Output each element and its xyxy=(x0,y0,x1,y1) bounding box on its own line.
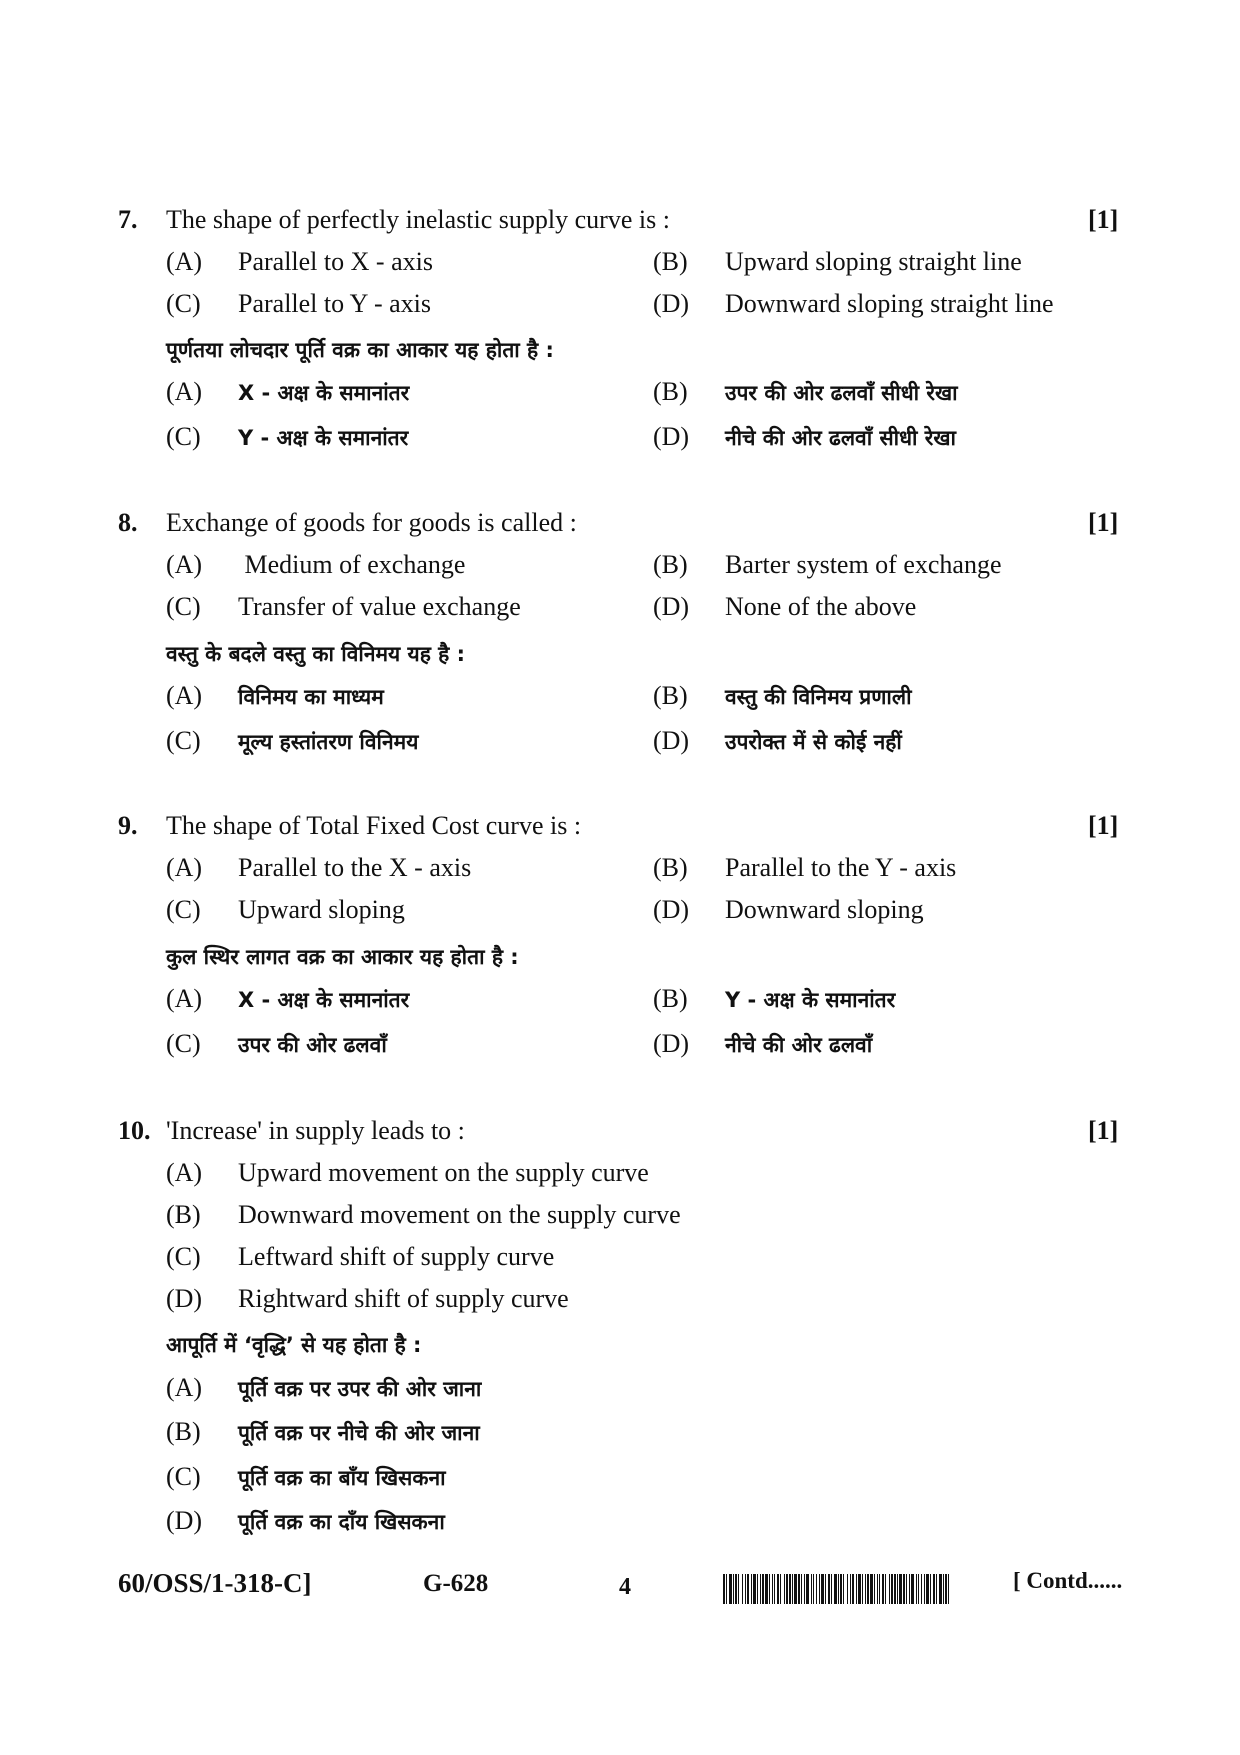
continued-label: [ Contd...... xyxy=(1013,1568,1123,1593)
question-stem: Exchange of goods for goods is called : xyxy=(166,508,577,537)
option-hi-d: (D) पूर्ति वक्र का दाँय खिसकना xyxy=(166,1506,445,1535)
paper-number: G-628 xyxy=(423,1570,489,1597)
option-hi-a: (A) पूर्ति वक्र पर उपर की ओर जाना xyxy=(166,1373,482,1402)
question-stem-hindi: पूर्णतया लोचदार पूर्ति वक्र का आकार यह होता है : xyxy=(166,338,554,362)
option-hi-c: (C) मूल्य हस्तांतरण विनिमय xyxy=(166,726,419,755)
option-en-b: (B) Upward sloping straight line xyxy=(653,247,1022,276)
question-number: 7. xyxy=(118,205,138,234)
option-en-c: (C) Leftward shift of supply curve xyxy=(166,1242,555,1271)
paper-code: 60/OSS/1-318-C] xyxy=(118,1568,312,1598)
option-hi-a: (A) X - अक्ष के समानांतर xyxy=(166,984,410,1013)
question-number: 10. xyxy=(118,1116,151,1145)
option-en-d: (D) None of the above xyxy=(653,592,917,621)
option-en-a: (A) Medium of exchange xyxy=(166,550,466,579)
option-en-a: (A) Parallel to the X - axis xyxy=(166,853,472,882)
question-marks: [1] xyxy=(1088,811,1119,840)
question-number: 8. xyxy=(118,508,138,537)
question-marks: [1] xyxy=(1088,205,1119,234)
option-hi-c: (C) Y - अक्ष के समानांतर xyxy=(166,422,409,451)
page-number: 4 xyxy=(619,1574,631,1600)
option-en-c: (C) Upward sloping xyxy=(166,895,405,924)
option-hi-d: (D) नीचे की ओर ढलवाँ xyxy=(653,1029,873,1058)
option-en-c: (C) Parallel to Y - axis xyxy=(166,289,432,318)
option-hi-b: (B) Y - अक्ष के समानांतर xyxy=(653,984,896,1013)
option-en-d: (D) Downward sloping straight line xyxy=(653,289,1054,318)
question-stem: The shape of Total Fixed Cost curve is : xyxy=(166,811,582,840)
option-en-c: (C) Transfer of value exchange xyxy=(166,592,521,621)
question-marks: [1] xyxy=(1088,508,1119,537)
option-en-a: (A) Upward movement on the supply curve xyxy=(166,1158,649,1187)
option-hi-c: (C) उपर की ओर ढलवाँ xyxy=(166,1029,387,1058)
question-stem: The shape of perfectly inelastic supply curve is : xyxy=(166,205,670,234)
question-stem-hindi: वस्तु के बदले वस्तु का विनिमय यह है : xyxy=(166,642,466,666)
question-stem: 'Increase' in supply leads to : xyxy=(166,1116,465,1145)
option-en-b: (B) Parallel to the Y - axis xyxy=(653,853,957,882)
option-hi-d: (D) उपरोक्त में से कोई नहीं xyxy=(653,726,902,755)
option-hi-d: (D) नीचे की ओर ढलवाँ सीधी रेखा xyxy=(653,422,956,451)
question-number: 9. xyxy=(118,811,138,840)
option-hi-a: (A) X - अक्ष के समानांतर xyxy=(166,377,410,406)
question-marks: [1] xyxy=(1088,1116,1119,1145)
option-hi-b: (B) वस्तु की विनिमय प्रणाली xyxy=(653,681,912,710)
option-hi-c: (C) पूर्ति वक्र का बाँय खिसकना xyxy=(166,1462,446,1491)
barcode-icon xyxy=(723,1574,949,1604)
option-en-d: (D) Rightward shift of supply curve xyxy=(166,1284,569,1313)
option-hi-b: (B) पूर्ति वक्र पर नीचे की ओर जाना xyxy=(166,1417,480,1446)
question-stem-hindi: कुल स्थिर लागत वक्र का आकार यह होता है : xyxy=(166,945,519,969)
option-en-a: (A) Parallel to X - axis xyxy=(166,247,433,276)
option-hi-a: (A) विनिमय का माध्यम xyxy=(166,681,384,710)
option-en-b: (B) Barter system of exchange xyxy=(653,550,1002,579)
option-en-d: (D) Downward sloping xyxy=(653,895,924,924)
option-hi-b: (B) उपर की ओर ढलवाँ सीधी रेखा xyxy=(653,377,958,406)
question-stem-hindi: आपूर्ति में ‘वृद्धि’ से यह होता है : xyxy=(166,1333,422,1357)
option-en-b: (B) Downward movement on the supply curve xyxy=(166,1200,681,1229)
